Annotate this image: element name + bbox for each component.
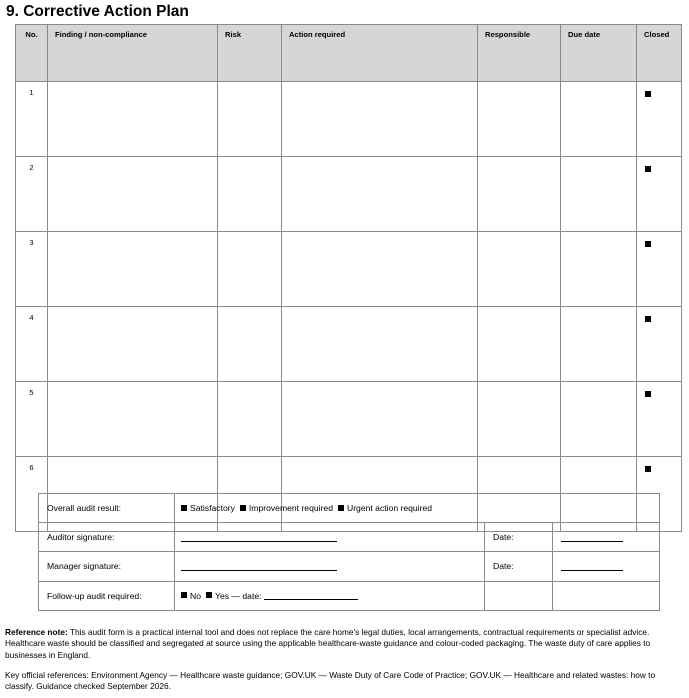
action-cell[interactable] (282, 157, 478, 232)
satisfactory-label: Satisfactory (190, 503, 235, 514)
followup-no-checkbox[interactable] (181, 592, 187, 598)
col-header-closed: Closed (637, 25, 682, 82)
action-cell[interactable] (282, 232, 478, 307)
followup-empty-cell (485, 581, 553, 610)
auditor-signature-label: Auditor signature: (39, 523, 175, 552)
row-number: 5 (16, 382, 48, 457)
risk-cell[interactable] (218, 232, 282, 307)
reference-note-text: This audit form is a practical internal tool and does not replace the care home's legal duties, local arrangements, contractual requirements or specialist advice. Healthcare waste should be classified and segregated at source using the applicable healthcare-waste guidance and colour-coded packaging. The waste duty of care applies to businesses in England. (5, 627, 651, 660)
responsible-cell[interactable] (478, 232, 561, 307)
manager-signature-row (39, 552, 660, 581)
closed-checkbox[interactable] (645, 316, 651, 322)
risk-cell[interactable] (218, 382, 282, 457)
closed-cell (637, 82, 682, 157)
responsible-cell[interactable] (478, 307, 561, 382)
responsible-cell[interactable] (478, 157, 561, 232)
improvement-required-checkbox[interactable] (240, 505, 246, 511)
urgent-action-label: Urgent action required (346, 503, 433, 514)
followup-options (175, 581, 485, 610)
due-date-cell[interactable] (561, 232, 637, 307)
finding-cell[interactable] (48, 382, 218, 457)
overall-result-label: Overall audit result: (39, 494, 175, 523)
auditor-date-cell (553, 523, 660, 552)
table-row (16, 157, 682, 232)
table-row (16, 232, 682, 307)
due-date-cell[interactable] (561, 382, 637, 457)
manager-date-line[interactable] (561, 570, 623, 571)
responsible-cell[interactable] (478, 382, 561, 457)
closed-checkbox[interactable] (645, 391, 651, 397)
followup-no-label: No (190, 590, 201, 601)
table-header-row (16, 25, 682, 82)
col-header-responsible: Responsible (478, 25, 561, 82)
action-cell[interactable] (282, 382, 478, 457)
manager-date-cell (553, 552, 660, 581)
finding-cell[interactable] (48, 157, 218, 232)
row-number: 2 (16, 157, 48, 232)
closed-checkbox[interactable] (645, 241, 651, 247)
overall-result-options (175, 494, 660, 523)
closed-cell (637, 307, 682, 382)
improvement-required-label: Improvement required (248, 503, 333, 514)
table-row (16, 307, 682, 382)
table-row (16, 82, 682, 157)
closed-cell (637, 157, 682, 232)
finding-cell[interactable] (48, 307, 218, 382)
auditor-signature-row (39, 523, 660, 552)
closed-cell (637, 382, 682, 457)
row-number: 6 (16, 457, 48, 532)
col-header-no: No. (16, 25, 48, 82)
followup-yes-label: Yes — date: (215, 590, 262, 601)
reference-note-label: Reference note: (5, 627, 68, 637)
due-date-cell[interactable] (561, 82, 637, 157)
closed-checkbox[interactable] (645, 466, 651, 472)
overall-result-row (39, 494, 660, 523)
action-cell[interactable] (282, 82, 478, 157)
finding-cell[interactable] (48, 82, 218, 157)
manager-signature-cell (175, 552, 485, 581)
official-references: Key official references: Environment Agency — Healthcare waste guidance; GOV.UK — Waste Duty of Care Code of Practice; GOV.UK — Healthcare and related wastes: how to classify. Guidance checked September 2026. (5, 670, 656, 692)
closed-checkbox[interactable] (645, 91, 651, 97)
urgent-action-checkbox[interactable] (338, 505, 344, 511)
action-cell[interactable] (282, 307, 478, 382)
responsible-cell[interactable] (478, 82, 561, 157)
satisfactory-checkbox[interactable] (181, 505, 187, 511)
col-header-action: Action required (282, 25, 478, 82)
auditor-date-line[interactable] (561, 541, 623, 542)
risk-cell[interactable] (218, 82, 282, 157)
row-number: 3 (16, 232, 48, 307)
followup-empty-cell (553, 581, 660, 610)
col-header-due-date: Due date (561, 25, 637, 82)
manager-signature-label: Manager signature: (39, 552, 175, 581)
followup-row (39, 581, 660, 610)
col-header-finding: Finding / non-compliance (48, 25, 218, 82)
manager-signature-line[interactable] (181, 570, 337, 571)
due-date-cell[interactable] (561, 157, 637, 232)
followup-date-line[interactable] (264, 599, 358, 600)
closed-cell (637, 232, 682, 307)
risk-cell[interactable] (218, 157, 282, 232)
table-row (16, 382, 682, 457)
auditor-signature-line[interactable] (181, 541, 337, 542)
row-number: 1 (16, 82, 48, 157)
auditor-signature-cell (175, 523, 485, 552)
followup-label: Follow-up audit required: (39, 581, 175, 610)
followup-yes-checkbox[interactable] (206, 592, 212, 598)
col-header-risk: Risk (218, 25, 282, 82)
row-number: 4 (16, 307, 48, 382)
due-date-cell[interactable] (561, 307, 637, 382)
corrective-action-table (15, 24, 682, 532)
manager-date-label: Date: (485, 552, 553, 581)
risk-cell[interactable] (218, 307, 282, 382)
auditor-date-label: Date: (485, 523, 553, 552)
audit-summary-table (38, 493, 660, 611)
closed-checkbox[interactable] (645, 166, 651, 172)
page-title: 9. Corrective Action Plan (6, 3, 189, 20)
finding-cell[interactable] (48, 232, 218, 307)
reference-note (5, 627, 685, 661)
